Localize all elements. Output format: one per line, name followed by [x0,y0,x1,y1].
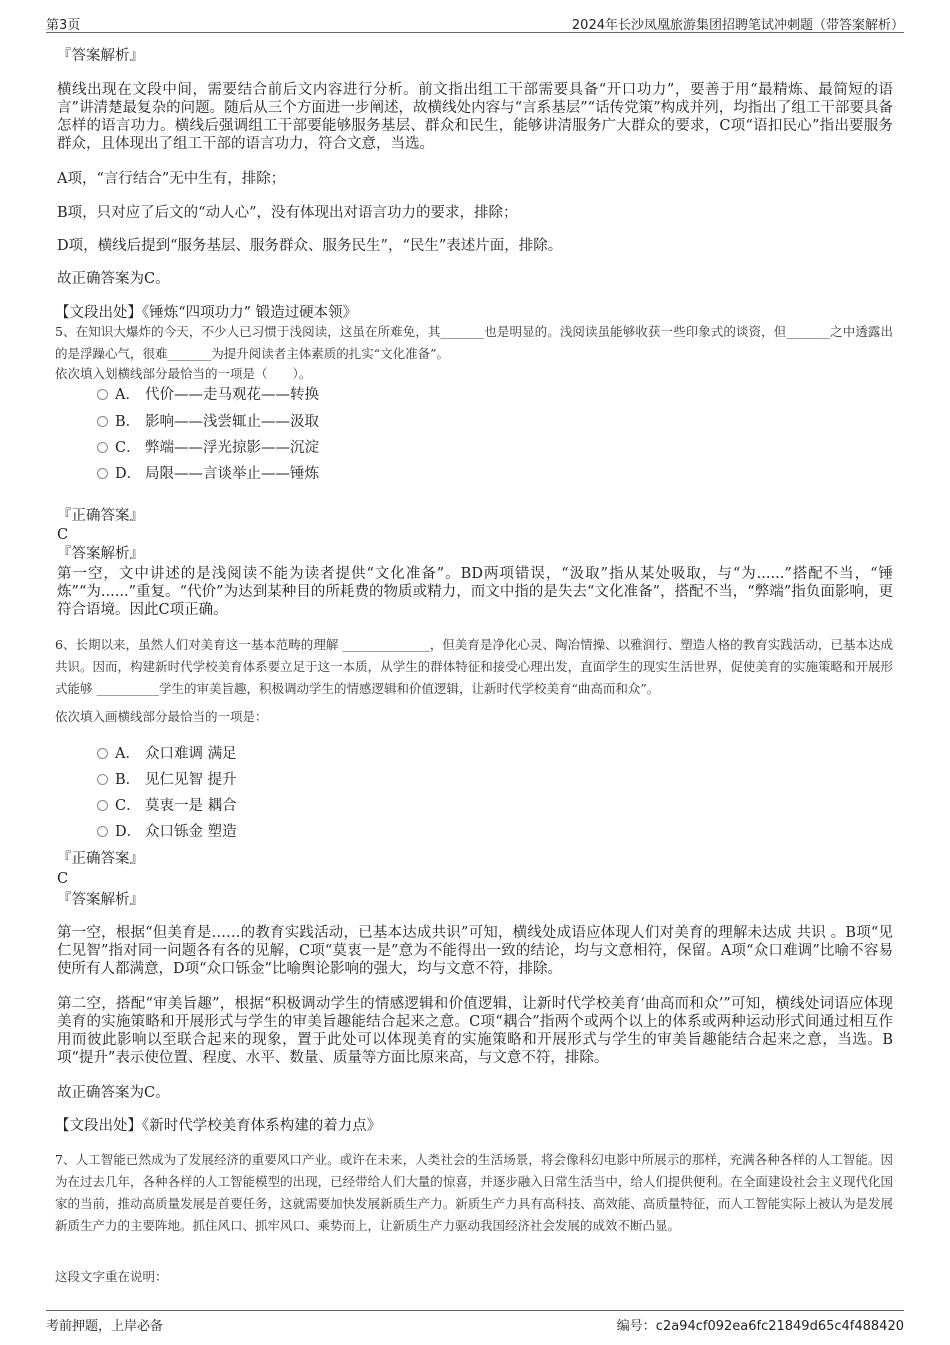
q6-analysis-p1: 第一空，根据“但美育是……的教育实践活动，已基本达成共识”可知，横线处成语应体现人们对美育的理解未达成 共识 。B项“见仁见智”指对同一问题各有各的见解，C项“莫衷一是”意为不能得出一致的结论，均与文意相符，保留。A项“众口难调”比喻不容易使所有人都满意，D项“众口铄金”比喻舆论影响的强大，均与文意不符，排除。 [57,925,893,977]
radio-icon[interactable] [97,748,108,759]
q6-option-c[interactable]: C． 莫衷一是 耦合 [97,796,237,816]
q4-analysis-p4: D项，横线后提到“服务基层、服务群众、服务民生”，“民生”表述片面，排除。 [57,238,563,254]
q5-answer: C [57,527,69,543]
q4-analysis-p2: A项，“言行结合”无中生有，排除； [57,171,286,187]
q6-analysis-label: 『答案解析』 [57,892,144,908]
document-title: 2024年长沙凤凰旅游集团招聘笔试冲刺题（带答案解析） [571,18,904,33]
q4-analysis-p3: B项，只对应了后文的“动人心”，没有体现出对语言功力的要求，排除； [57,205,518,221]
q6-source: 【文段出处】《新时代学校美育体系构建的着力点》 [55,1118,382,1134]
q4-analysis-label: 『答案解析』 [57,48,144,64]
radio-icon[interactable] [97,389,108,400]
radio-icon[interactable] [97,826,108,837]
page-footer [46,1310,904,1334]
q6-option-d[interactable]: D． 众口铄金 塑造 [97,822,237,842]
page-number: 第3页 [46,18,81,33]
q4-analysis-p1: 横线出现在文段中间，需要结合前后文内容进行分析。前文指出组工干部需要具备“开口功力”，要善于用“最精炼、最简短的语言”讲清楚最复杂的问题。随后从三个方面进一步阐述，故横线处内容与“言系基层”“话传党策”构成并列，均指出了组工干部要具备怎样的语言功力。横线后强调组工干部要能够服务基层、群众和民生，能够讲清服务广大群众的要求，C项“语扣民心”指出要服务群众，且体现出了组工干部的语言功力，符合文意，当选。 [57,82,893,152]
radio-icon[interactable] [97,774,108,785]
document-id: 编号：c2a94cf092ea6fc21849d65c4f488420 [616,1319,904,1334]
q5-option-b[interactable]: B． 影响——浅尝辄止——汲取 [97,412,319,432]
q6-analysis-p3: 故正确答案为C。 [57,1085,170,1101]
page-header [46,12,904,33]
radio-icon[interactable] [97,800,108,811]
q6-prompt: 依次填入画横线部分最恰当的一项是： [55,709,268,724]
q5-answer-label: 『正确答案』 [57,508,144,524]
radio-icon[interactable] [97,442,108,453]
q6-analysis-p2: 第二空，搭配“审美旨趣”，根据“积极调动学生的情感逻辑和价值逻辑，让新时代学校美育‘曲高而和众’”可知，横线处词语应体现美育的实施策略和开展形式与学生的审美旨趣能结合起来之意。C项“耦合”指两个或两个以上的体系或两种运动形式间通过相互作用而彼此影响以至联合起来的现象，置于此处可以体现美育的实施策略和开展形式与学生的审美旨趣能结合起来之意，当选。B项“提升”表示使位置、程度、水平、数量、质量等方面比原来高，与文意不符，排除。 [57,996,893,1066]
q4-analysis-p5: 故正确答案为C。 [57,271,170,287]
radio-icon[interactable] [97,416,108,427]
q5-analysis: 第一空，文中讲述的是浅阅读不能为读者提供“文化准备”。BD两项错误，“汲取”指从某处吸取，与“为......”搭配不当，“锤炼”“为......”重复。“代价”为达到某种目的所耗费的物质或精力，而文中指的是失去“文化准备”，搭配不当，“弊端”指负面影响，更符合语境。因此C项正确。 [57,566,893,618]
footer-slogan: 考前押题，上岸必备 [46,1319,164,1334]
q6-option-b[interactable]: B． 见仁见智 提升 [97,770,237,790]
q6-answer: C [57,871,69,887]
q5-prompt: 依次填入划横线部分最恰当的一项是（ ）。 [55,366,312,381]
q5-option-d[interactable]: D． 局限——言谈举止——锤炼 [97,464,319,484]
q5-option-a[interactable]: A． 代价——走马观花——转换 [97,385,319,405]
q4-source: 【文段出处】《锤炼“四项功力” 锻造过硬本领》 [55,305,358,321]
q5-stem: 5、在知识大爆炸的今天，不少人已习惯于浅阅读，这虽在所难免，其_______也是明显的。浅阅读虽能够收获一些印象式的谈资，但_______之中透露出的是浮躁心气，很难_______为提升阅读者主体素质的扎实“文化准备”。 [55,324,893,361]
q7-stem: 7、人工智能已然成为了发展经济的重要风口产业。或许在未来，人类社会的生活场景，将会像科幻电影中所展示的那样，充满各种各样的人工智能。因为在过去几年，各种各样的人工智能模型的出现，已经带给人们大量的惊喜，并逐步融入日常生活当中，给人们提供便利。在全面建设社会主义现代化国家的当前，推动高质量发展是首要任务，这就需要加快发展新质生产力。新质生产力具有高科技、高效能、高质量特征，而人工智能实际上被认为是发展新质生产力的主要阵地。抓住风口、抓牢风口、乘势而上，让新质生产力驱动我国经济社会发展的成效不断凸显。 [55,1152,893,1233]
q6-stem: 6、长期以来，虽然人们对美育这一基本范畴的理解 ______________，但美育是净化心灵、陶冶情操、以雅润行、塑造人格的教育实践活动，已基本达成共识。因而，构建新时代学校美育体系要立足于这一本质，从学生的群体特征和接受心理出发，直面学生的现实生活世界，促使美育的实施策略和开展形式能够 __________学生的审美旨趣，积极调动学生的情感逻辑和价值逻辑，让新时代学校美育“曲高而和众”。 [55,637,893,696]
q5-analysis-label: 『答案解析』 [57,546,144,562]
q6-answer-label: 『正确答案』 [57,851,144,867]
radio-icon[interactable] [97,468,108,479]
q6-option-a[interactable]: A． 众口难调 满足 [97,744,237,764]
q7-prompt: 这段文字重在说明： [55,1269,168,1284]
q5-option-c[interactable]: C． 弊端——浮光掠影——沉淀 [97,438,319,458]
